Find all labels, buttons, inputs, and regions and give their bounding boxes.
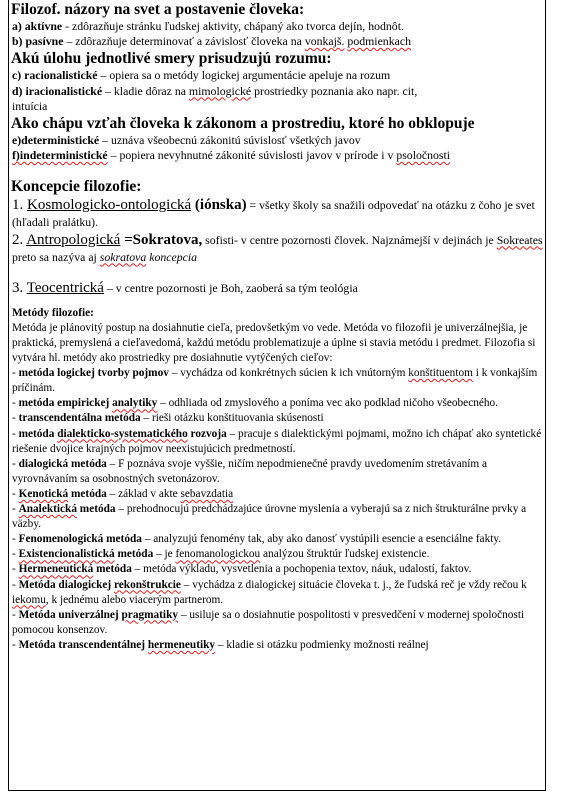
definition-irrationalist: – kladie dôraz na	[102, 83, 189, 98]
item-irrationalist	[11, 84, 543, 114]
method-name: Metóda dialogickej	[18, 578, 114, 591]
concept-text: – v centre pozornosti je Boh, zaoberá sa tým teológia	[103, 280, 358, 295]
method-text: – rieši otázku konštituovania skúsenosti	[140, 412, 324, 425]
document-body	[9, 0, 545, 653]
method-text-end: analýzou štruktúr ľudskej existencie.	[260, 548, 430, 561]
item-active	[11, 19, 543, 34]
concept-text: sofisti- v centre pozornosti človek. Najznámejší v dejinách je	[202, 232, 497, 247]
method-text-end: , k jednému alebo viacerým partnerom.	[45, 593, 224, 606]
method-name: dialogická metóda	[18, 457, 107, 470]
misspelled-word: Hermeneutická	[18, 563, 94, 576]
item-deterministic	[11, 133, 543, 148]
definition-irrationalist-end: intuícia	[12, 98, 48, 113]
document-page	[8, 0, 546, 791]
method-name: metóda empirickej	[18, 397, 113, 410]
concept-2	[11, 231, 543, 265]
concept-text-end: koncepcia	[146, 249, 198, 264]
method-name: metóda	[18, 427, 58, 440]
misspelled-word: sokratova	[99, 249, 147, 264]
method-text: – usiluje sa o dosiahnutie pospolitosti v presvedčení v modernej spoločnosti pomocou konsenzov.	[12, 608, 525, 636]
misspelled-word: iekomu	[12, 593, 46, 606]
concept-paren: (iónska)	[191, 197, 247, 214]
section-heading-concepts: Koncepcie filozofie:	[11, 178, 142, 196]
spacer	[11, 163, 543, 177]
method-item	[11, 396, 543, 411]
method-item	[11, 411, 543, 426]
method-text: – pracuje s dialektickými pojmami, možno ich chápať ako syntetické riešenie dvojice krajných pojmov neexistujúcich predmetností.	[12, 427, 542, 455]
spacer	[11, 265, 543, 279]
misspelled-word: mimologické	[188, 83, 252, 98]
method-name: metóda	[114, 548, 154, 561]
concept-1	[11, 196, 543, 230]
dash: -	[12, 487, 19, 500]
misspelled-word: Existencionalistická	[18, 548, 115, 561]
method-text: – F poznáva svoje vyššie, ničím nepodmienečné pravdy uvedomením stretávaním a vyrovnávaním sa osobnostných svetonázorov.	[12, 457, 488, 485]
dash: -	[12, 457, 19, 470]
concept-alias: =Sokratova,	[120, 231, 203, 248]
definition-rationalist: – opiera sa o metódy logickej argumentácie apeluje na rozum	[97, 68, 391, 83]
method-name: Fenomenologická metóda	[18, 533, 142, 546]
concept-name: Antropologická	[26, 231, 121, 248]
term-active: a) aktívne	[12, 19, 63, 33]
term-passive: b) pasívne	[12, 34, 64, 49]
misspelled-word: psoločnosti	[396, 148, 451, 163]
misspelled-word: Sokreates	[496, 232, 543, 247]
dash: -	[12, 397, 19, 410]
method-item	[11, 547, 543, 562]
method-text: – je	[153, 548, 176, 561]
method-item	[11, 608, 543, 638]
definition-irrationalist-cont: prostriedky poznania ako napr. cit,	[251, 83, 418, 98]
misspelled-word: pragmatiky	[121, 608, 179, 621]
method-name: Metóda univerzálnej	[18, 608, 122, 621]
method-text-end: i k vonkajším príčinám.	[12, 367, 538, 395]
method-text: – odhliada od zmyslového a poníma vec ako podklad ničoho všeobecného.	[157, 397, 498, 410]
method-text: – analyzujú fenomény tak, aby ako danosť vystúpili esencie a esenciálne fakty.	[141, 533, 502, 546]
misspelled-word: konštituentom	[408, 367, 473, 380]
misspelled-word: podmienkach	[347, 34, 411, 49]
item-indeterministic	[11, 148, 543, 163]
methods-intro: Metóda je plánovitý postup na dosiahnutie cieľa, predovšetkým vo vede. Metóda vo filozofii je univerzálnejšia, je praktická, premyslená a cieľavedomá, každú metódu problematizuje a úplne si stavia metódu i predmet. Filozofia si vytvára hl. metódy ako prostriedky pre dosiahnutie vytýčených cieľov:	[12, 321, 536, 365]
method-text: – vychádza z dialogickej situácie človeka t. j., že ľudská reč je vždy rečou k	[180, 578, 527, 591]
section-heading-views: Filozof. názory na svet a postavenie človeka:	[11, 1, 305, 18]
method-item	[11, 578, 543, 608]
method-item	[11, 457, 543, 487]
definition-indeterministic: – popiera nevyhnutné zákonité súvislosti javov v prírode i v	[107, 148, 397, 163]
method-name: metóda	[68, 487, 107, 500]
misspelled-word: rekonštrukcie	[113, 578, 181, 591]
dash: -	[12, 412, 19, 425]
spacer	[11, 298, 543, 306]
section-heading-laws: Ako chápu vzťah človeka k zákonom a prostrediu, ktoré ho obklopuje	[11, 115, 475, 133]
method-text: – metóda výkladu, vysvetlenia a pochopenia textov, náuk, udalostí, faktov.	[131, 563, 472, 576]
concept-3	[11, 279, 543, 298]
method-text: – prehodnocujú predchádzajúce úrovne myslenia a vyberajú sa z nich štrukturálne prvky a väzby.	[12, 503, 527, 531]
method-item	[11, 532, 543, 547]
method-item	[11, 502, 543, 532]
concept-name: Teocentrická	[26, 279, 104, 296]
term-irrationalist: d) iracionalistické	[12, 83, 103, 98]
dash: -	[12, 367, 19, 380]
section-heading-methods: Metódy filozofie:	[12, 306, 94, 319]
method-name: metóda	[93, 563, 132, 576]
method-item	[11, 366, 543, 396]
item-passive	[11, 34, 543, 49]
definition-deterministic: – uznáva všeobecnú zákonitú súvislosť všetkých javov	[99, 133, 361, 148]
item-rationalist	[11, 68, 543, 83]
concept-text: = všetky školy sa snažili odpovedať na otázku z čoho je svet (hľadali pralátku).	[12, 198, 535, 230]
misspelled-word: dialekticko-systematického	[57, 427, 188, 440]
misspelled-word: vonkajš.	[304, 34, 345, 49]
method-text: – základ v akte	[106, 487, 181, 500]
dash: -	[12, 533, 19, 546]
dash: -	[12, 638, 19, 651]
dash: -	[12, 548, 19, 561]
concept-name: Kosmologicko-ontologická	[27, 197, 192, 214]
term-deterministic: e)deterministické	[12, 133, 100, 148]
method-text: – kladie si otázku podmienky možnosti reálnej	[215, 638, 429, 651]
term-indeterministic: f)indeterministické	[12, 148, 108, 163]
dash: -	[12, 563, 19, 576]
method-text: – vychádza od konkrétnych súcien k ich vnútorným	[168, 367, 409, 380]
misspelled-word: analytiky	[112, 397, 158, 410]
dash: -	[12, 503, 19, 516]
definition-active: - zdôrazňuje stránku ľudskej aktivity, chápaný ako tvorca dejín, hodnôt.	[62, 19, 404, 33]
concept-text-cont: preto sa nazýva aj	[12, 249, 100, 264]
dash: -	[12, 608, 19, 621]
misspelled-word: sebavzdatia	[180, 487, 234, 500]
misspelled-word: Analektická	[18, 503, 77, 516]
dash: -	[12, 427, 19, 440]
concept-number: 2.	[12, 231, 27, 248]
section-heading-reason: Akú úlohu jednotlivé smery prisudzujú rozumu:	[11, 50, 332, 68]
term-rationalist: c) racionalistické	[12, 68, 98, 83]
concept-number: 1.	[12, 197, 27, 214]
method-name: Metóda transcendentálnej	[18, 638, 148, 651]
concept-number: 3.	[12, 279, 27, 296]
misspelled-word: Kenotická	[18, 487, 69, 500]
method-name-end: rozvoja	[187, 427, 227, 440]
definition-passive: – zdôrazňuje determinovať a závislosť človeka na	[63, 34, 305, 49]
misspelled-word: fenomanologickou	[175, 548, 261, 561]
method-name: metóda	[76, 503, 116, 516]
method-item	[11, 562, 543, 577]
method-item	[11, 427, 543, 457]
dash: -	[12, 578, 19, 591]
method-item	[11, 638, 543, 653]
method-name: metóda logickej tvorby pojmov	[18, 367, 169, 380]
method-name: transcendentálna metóda	[18, 412, 141, 425]
method-item	[11, 487, 543, 502]
misspelled-word: hermeneutiky	[147, 638, 216, 651]
